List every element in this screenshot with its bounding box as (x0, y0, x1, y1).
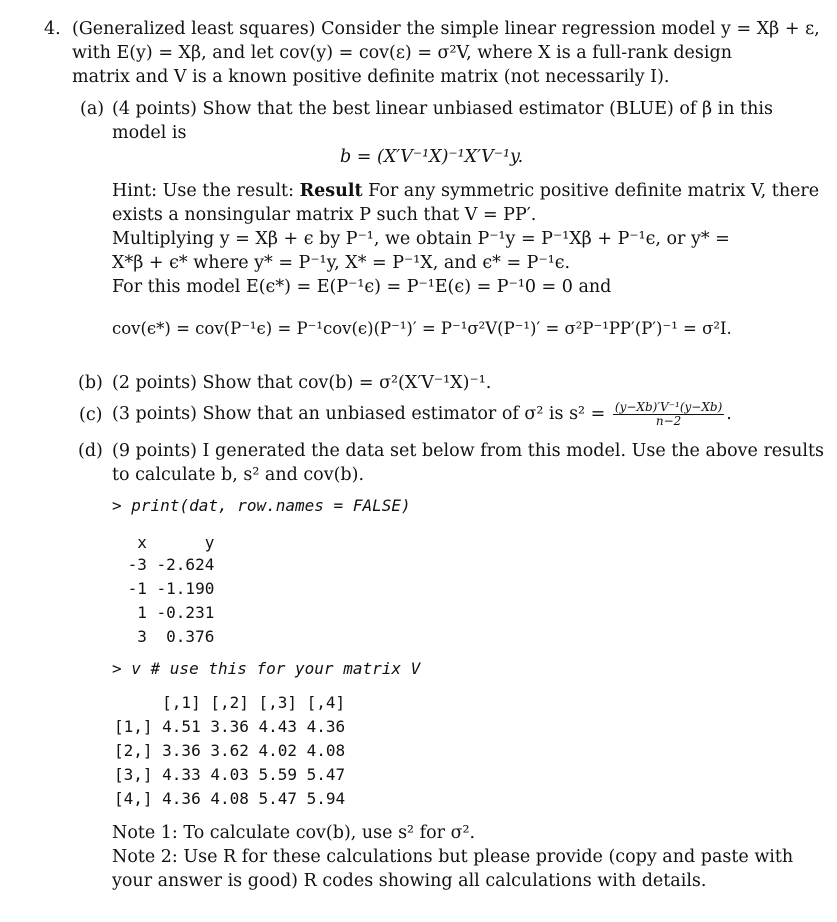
hint-line-2: exists a nonsingular matrix P such that V = PP′. (112, 205, 537, 225)
hint-line-3: Multiplying y = Xβ + ϵ by P⁻¹, we obtain P⁻¹y = P⁻¹Xβ + P⁻¹ϵ, or y* = (112, 229, 730, 249)
data-table-header: x y (118, 533, 215, 552)
matrix-row: [4,] 4.36 4.08 5.47 5.94 (114, 789, 346, 808)
part-d-label: (d) (78, 441, 103, 461)
note-1: Note 1: To calculate cov(b), use s² for σ². (112, 823, 476, 843)
note-2-line-2: your answer is good) R codes showing all calculations with details. (112, 871, 707, 891)
hint-bold-result: Result (299, 181, 363, 201)
part-d-line-2: to calculate b, s² and cov(b). (112, 465, 365, 485)
s2-fraction (613, 401, 724, 428)
data-table-row: -3 -2.624 (118, 555, 215, 574)
problem-line-2: with E(y) = Xβ, and let cov(y) = cov(ε) = σ²V, where X is a full-rank design (72, 43, 732, 63)
hint-rest: For any symmetric positive definite matrix V, there (368, 181, 820, 201)
note-2-line-1: Note 2: Use R for these calculations but please provide (copy and paste with (112, 847, 794, 867)
matrix-row: [2,] 3.36 3.62 4.02 4.08 (114, 741, 346, 760)
data-table-row: -1 -1.190 (118, 579, 215, 598)
problem-line-1: (Generalized least squares) Consider the simple linear regression model y = Xβ + ε, (72, 19, 820, 39)
hint-prefix: Hint: Use the result: (112, 181, 294, 201)
s2-fraction-denominator: n−2 (655, 414, 682, 428)
matrix-row: [3,] 4.33 4.03 5.59 5.47 (114, 765, 346, 784)
problem-number: 4. (44, 19, 61, 39)
part-c-text-line (112, 400, 732, 428)
r-command-v: > v # use this for your matrix V (112, 659, 421, 678)
part-b-text: (2 points) Show that cov(b) = σ²(X′V⁻¹X)⁻¹. (112, 373, 492, 393)
hint-line-1 (112, 180, 819, 202)
hint-line-4: X*β + ϵ* where y* = P⁻¹y, X* = P⁻¹X, and ϵ* = P⁻¹ϵ. (112, 253, 571, 273)
part-a-line-1: (4 points) Show that the best linear unbiased estimator (BLUE) of β in this (112, 99, 773, 119)
part-b-label: (b) (78, 373, 103, 393)
hint-line-5: For this model E(ϵ*) = E(P⁻¹ϵ) = P⁻¹E(ϵ) = P⁻¹0 = 0 and (112, 277, 612, 297)
part-c-label: (c) (79, 405, 103, 425)
r-command-print: > print(dat, row.names = FALSE) (112, 496, 411, 515)
matrix-row: [1,] 4.51 3.36 4.43 4.36 (114, 717, 346, 736)
part-c-text: (3 points) Show that an unbiased estimator of σ² is s² = (112, 404, 606, 424)
part-d-line-1: (9 points) I generated the data set below from this model. Use the above results (112, 441, 825, 461)
s2-fraction-numerator: (y−Xb)′V⁻¹(y−Xb) (614, 400, 723, 414)
cov-formula: cov(ϵ*) = cov(P⁻¹ϵ) = P⁻¹cov(ϵ)(P⁻¹)′ = P⁻¹σ²V(P⁻¹)′ = σ²P⁻¹PP′(P′)⁻¹ = σ²I. (112, 319, 732, 338)
problem-line-3: matrix and V is a known positive definite matrix (not necessarily I). (72, 67, 670, 87)
matrix-header: [,1] [,2] [,3] [,4] (114, 693, 346, 712)
data-table-row: 3 0.376 (118, 627, 215, 646)
part-c-end: . (726, 404, 732, 424)
blue-formula: b = (X′V⁻¹X)⁻¹X′V⁻¹y. (340, 147, 524, 167)
part-a-label: (a) (80, 99, 105, 119)
part-a-line-2: model is (112, 123, 187, 143)
data-table-row: 1 -0.231 (118, 603, 215, 622)
